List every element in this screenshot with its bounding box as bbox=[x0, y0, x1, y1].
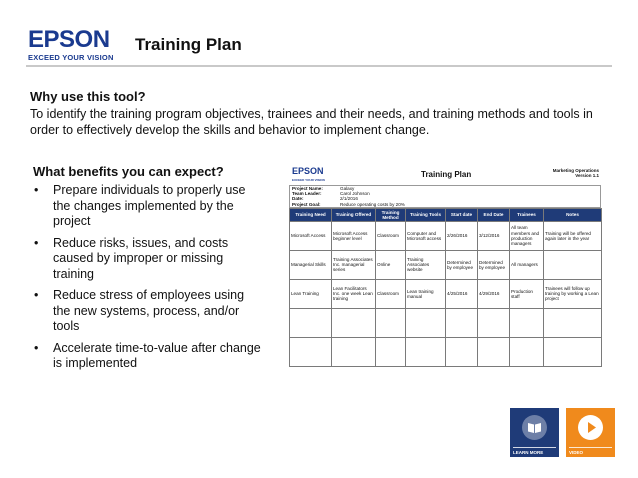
info-value: Carol Johnson bbox=[340, 191, 370, 197]
table-cell: Training Associates website bbox=[406, 250, 446, 279]
table-cell: Microsoft Access bbox=[290, 221, 332, 250]
slide-title: Training Plan bbox=[135, 35, 242, 54]
table-cell bbox=[332, 308, 376, 337]
learn-more-button[interactable] bbox=[510, 408, 559, 457]
column-header: Training Tools bbox=[406, 208, 446, 221]
table-row bbox=[290, 221, 602, 250]
table-cell bbox=[332, 337, 376, 366]
table-cell bbox=[446, 308, 478, 337]
table-cell bbox=[544, 308, 602, 337]
table-cell: Classroom bbox=[376, 221, 406, 250]
table-header-row bbox=[290, 208, 602, 221]
benefit-item: • Prepare individuals to properly use the changes implemented by the project bbox=[33, 183, 263, 230]
document-logo-tagline: EXCEED YOUR VISION bbox=[292, 178, 325, 182]
table-row bbox=[290, 279, 602, 308]
version-department: Marketing Operations bbox=[552, 168, 599, 173]
document-version bbox=[553, 168, 599, 178]
info-value: 2/1/2016 bbox=[340, 196, 358, 202]
document-title: Training Plan bbox=[421, 170, 472, 179]
play-icon bbox=[578, 415, 603, 440]
info-value: Galaxy bbox=[340, 186, 355, 191]
table-cell bbox=[376, 308, 406, 337]
table-cell: 2/26/2016 bbox=[446, 221, 478, 250]
column-header: Notes bbox=[544, 208, 602, 221]
column-header: End Date bbox=[478, 208, 510, 221]
table-cell: Production staff bbox=[510, 279, 544, 308]
info-row bbox=[290, 202, 600, 207]
table-cell: Determined by employee bbox=[478, 250, 510, 279]
table-cell bbox=[544, 250, 602, 279]
document-logo bbox=[292, 167, 325, 185]
table-cell: Training Associates Inc. managerial series bbox=[332, 250, 376, 279]
column-header: Trainees bbox=[510, 208, 544, 221]
benefit-item: • Accelerate time-to-value after change is implemented bbox=[33, 341, 263, 372]
logo-tagline: EXCEED YOUR VISION bbox=[28, 53, 114, 62]
learn-more-label: LEARN MORE bbox=[513, 450, 544, 455]
table-cell: Determined by employee bbox=[446, 250, 478, 279]
benefit-item: • Reduce risks, issues, and costs caused by improper or missing training bbox=[33, 236, 263, 283]
table-cell: Managerial Skills bbox=[290, 250, 332, 279]
table-cell bbox=[510, 337, 544, 366]
table-cell bbox=[446, 337, 478, 366]
table-cell bbox=[544, 337, 602, 366]
logo-wordmark: EPSON bbox=[28, 26, 110, 53]
table-cell bbox=[290, 337, 332, 366]
table-cell: Lean Facilitators Inc. one week Lean training bbox=[332, 279, 376, 308]
why-text: To identify the training program objectives, trainees and their needs, and training methods and tools in order to effectively develop the skills and behavior to implement change. bbox=[30, 107, 593, 137]
training-plan-table bbox=[289, 208, 602, 367]
table-cell: 4/25/2016 bbox=[446, 279, 478, 308]
info-value: Reduce operating costs by 20% bbox=[340, 201, 405, 207]
table-cell: All team members and production managers bbox=[510, 221, 544, 250]
info-label: Team Leader: bbox=[292, 191, 322, 197]
tile-divider bbox=[569, 447, 612, 448]
video-label: VIDEO bbox=[569, 450, 584, 455]
table-cell bbox=[510, 308, 544, 337]
book-icon bbox=[522, 415, 547, 440]
table-cell: Training will be offered again later in the year bbox=[544, 221, 602, 250]
video-button[interactable] bbox=[566, 408, 615, 457]
table-cell bbox=[406, 337, 446, 366]
info-label: Project Goal: bbox=[292, 201, 321, 207]
table-cell: Online bbox=[376, 250, 406, 279]
table-cell bbox=[290, 308, 332, 337]
project-info bbox=[289, 185, 601, 208]
table-cell: Classroom bbox=[376, 279, 406, 308]
benefits-list bbox=[33, 183, 263, 378]
benefits-heading: What benefits you can expect? bbox=[33, 164, 224, 179]
version-number: Version 1.1 bbox=[575, 173, 599, 178]
table-row bbox=[290, 337, 602, 366]
table-cell: Lean Training bbox=[290, 279, 332, 308]
table-cell: 3/12/2016 bbox=[478, 221, 510, 250]
epson-logo bbox=[28, 28, 114, 62]
table-cell: 4/29/2016 bbox=[478, 279, 510, 308]
document-header bbox=[289, 165, 601, 185]
info-label: Project Name: bbox=[292, 186, 323, 191]
table-cell: Lean training manual bbox=[406, 279, 446, 308]
column-header: Start date bbox=[446, 208, 478, 221]
table-row bbox=[290, 250, 602, 279]
tile-divider bbox=[513, 447, 556, 448]
table-cell: All managers bbox=[510, 250, 544, 279]
column-header: Training Offered bbox=[332, 208, 376, 221]
table-cell: Trainees will follow up training by working a Lean project bbox=[544, 279, 602, 308]
column-header: Training Need bbox=[290, 208, 332, 221]
table-cell: Computer and Microsoft access bbox=[406, 221, 446, 250]
table-cell bbox=[406, 308, 446, 337]
table-row bbox=[290, 308, 602, 337]
title-divider bbox=[26, 65, 612, 67]
table-cell bbox=[478, 337, 510, 366]
training-plan-document bbox=[289, 165, 601, 365]
benefit-item: • Reduce stress of employees using the new systems, process, and/or tools bbox=[33, 288, 263, 335]
document-logo-wordmark: EPSON bbox=[292, 166, 324, 176]
table-cell bbox=[376, 337, 406, 366]
column-header: Training Method bbox=[376, 208, 406, 221]
why-heading: Why use this tool? bbox=[30, 89, 146, 104]
info-label: Date: bbox=[292, 196, 304, 202]
table-cell bbox=[478, 308, 510, 337]
table-cell: Microsoft Access beginner level bbox=[332, 221, 376, 250]
